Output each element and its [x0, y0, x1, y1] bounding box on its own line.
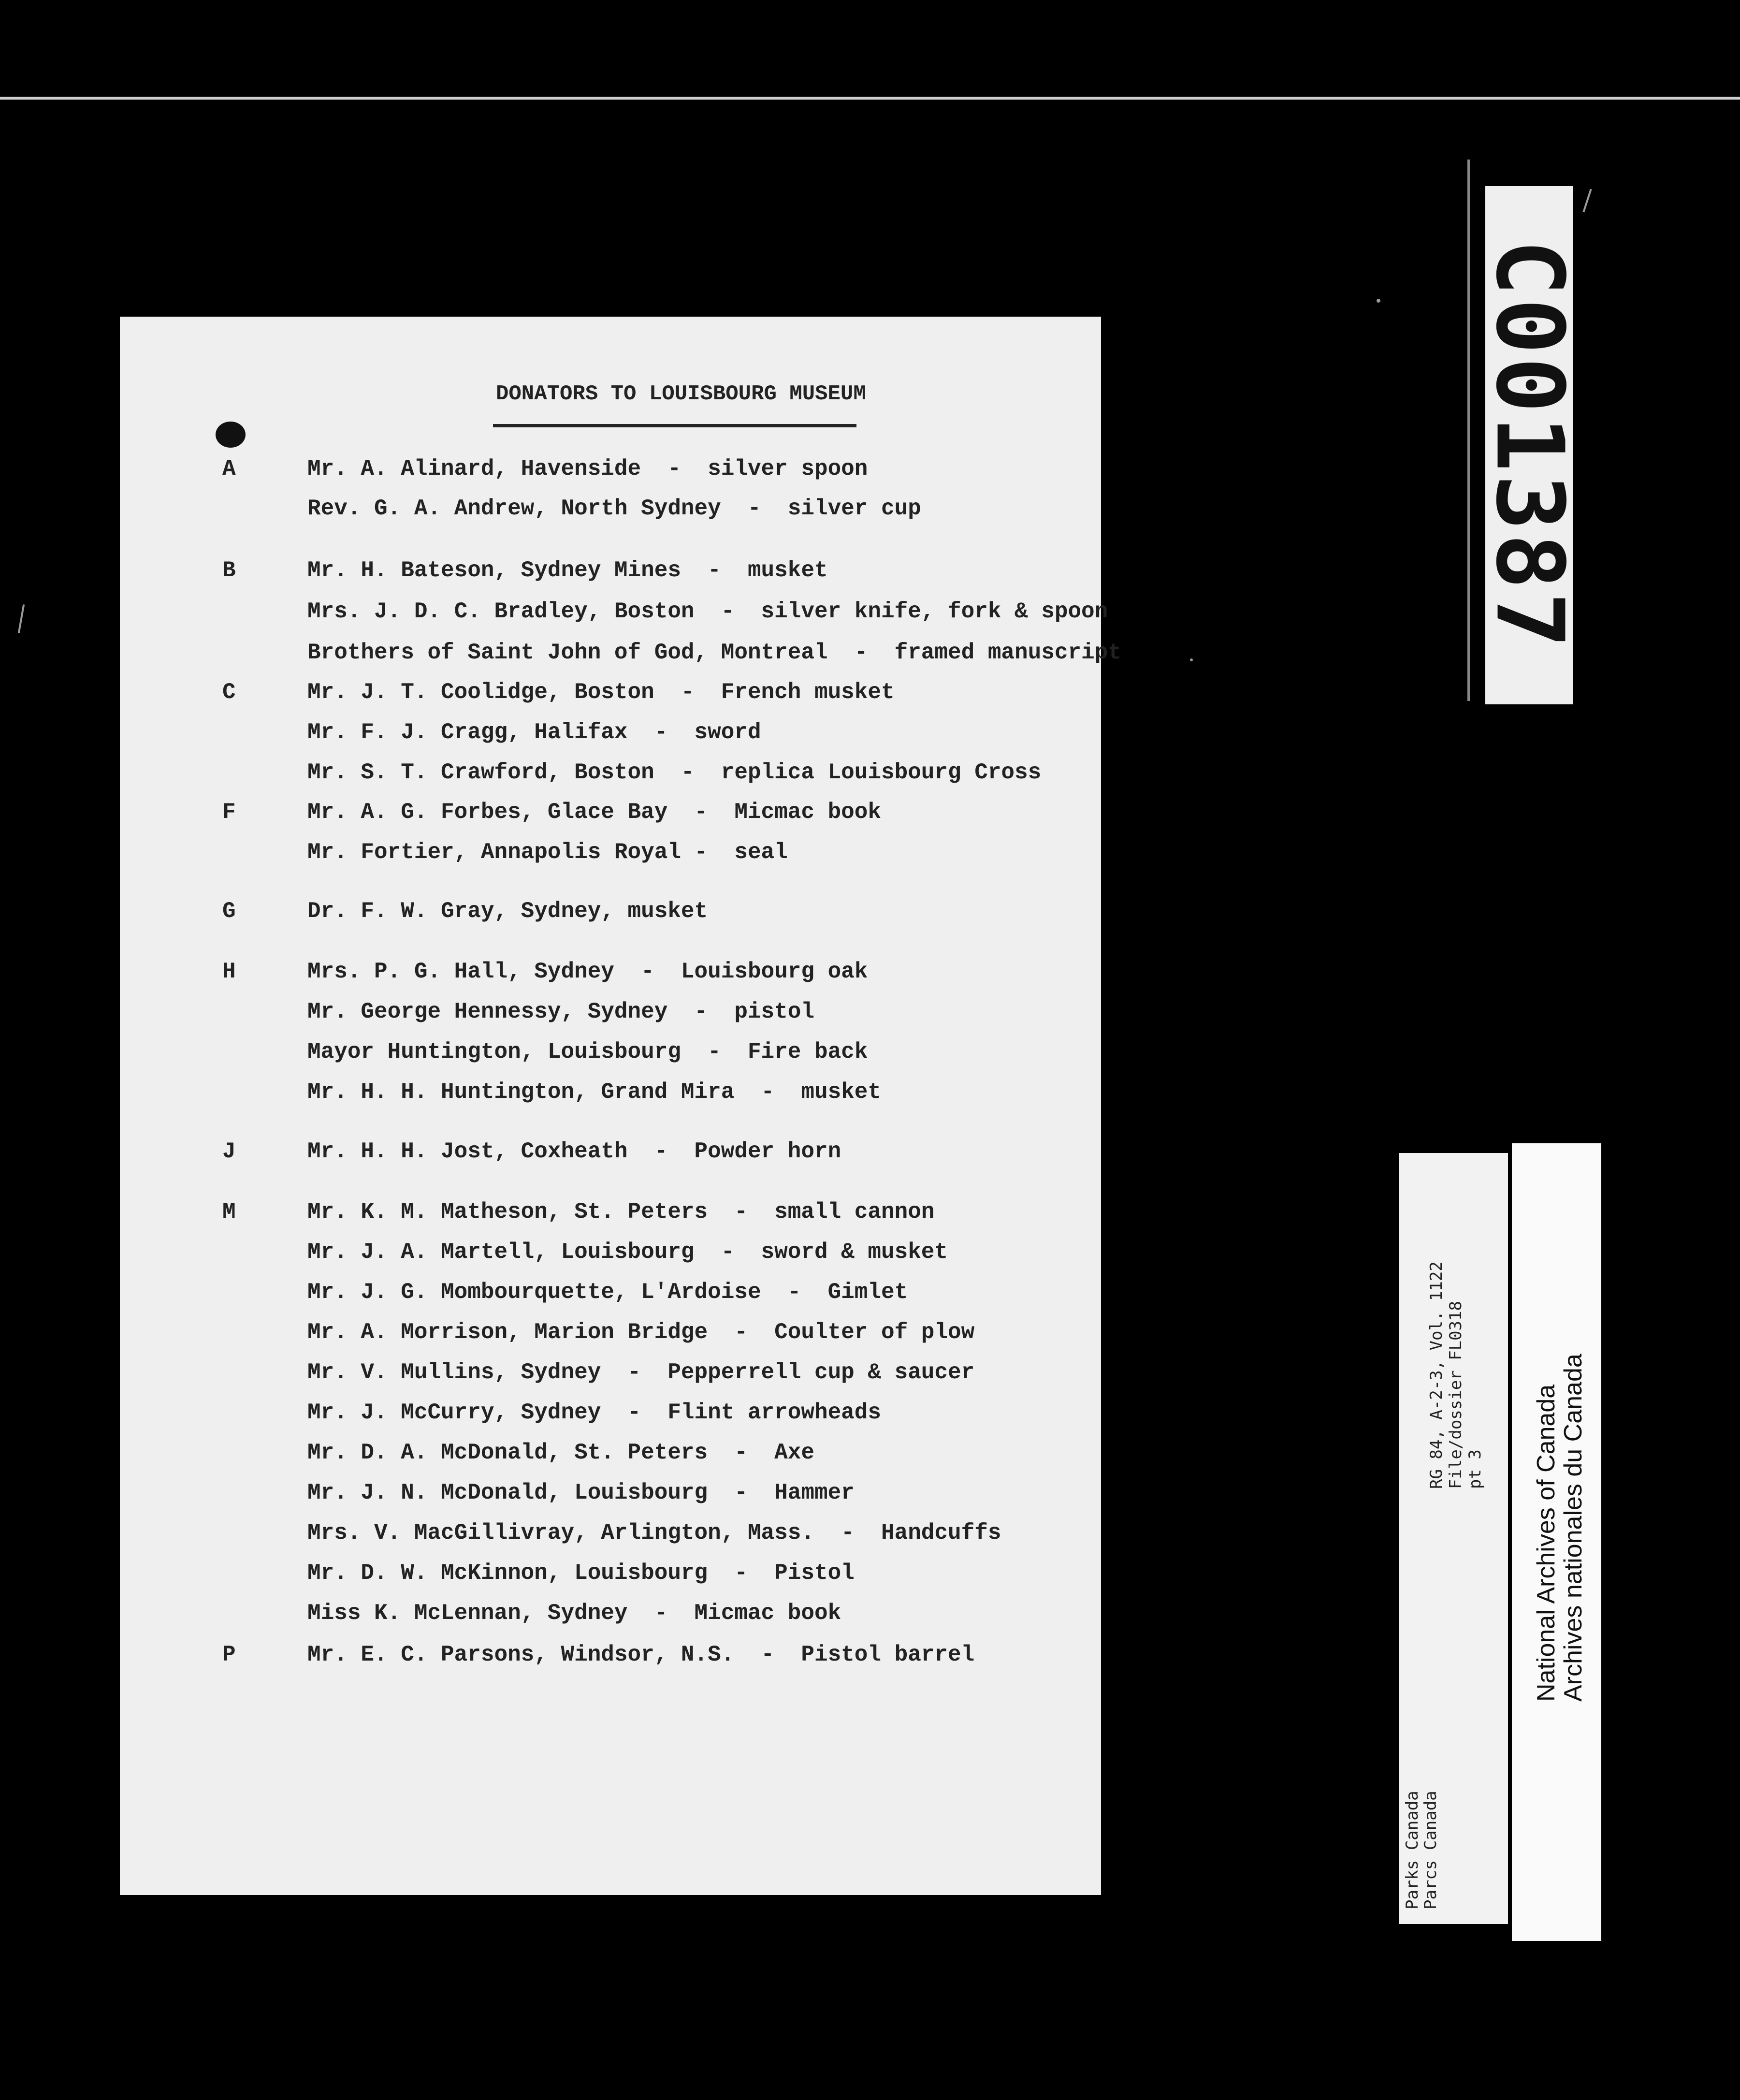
donor-entry: Mayor Huntington, Louisbourg - Fire back: [307, 1039, 868, 1065]
punch-hole: [216, 422, 246, 448]
film-speck: [1582, 189, 1592, 213]
archives-name-fr: Archives nationales du Canada: [1559, 1354, 1587, 1702]
reference-line-2: File/dossier FL0318: [1446, 1301, 1465, 1489]
film-edge-rule: [0, 97, 1740, 100]
donor-entry: Mrs. J. D. C. Bradley, Boston - silver knife, fork & spoon: [307, 599, 1108, 624]
donor-entry: Mr. F. J. Cragg, Halifax - sword: [307, 720, 761, 745]
section-letter: C: [222, 680, 236, 705]
film-speck: [18, 604, 25, 633]
film-speck: [1377, 299, 1380, 303]
donor-entry: Mr. Fortier, Annapolis Royal - seal: [307, 840, 788, 865]
section-letter: F: [222, 800, 236, 825]
donor-entry: Mr. H. H. Huntington, Grand Mira - musket: [307, 1079, 881, 1105]
agency-en: Parks Canada: [1403, 1791, 1422, 1910]
donor-entry: Mr. E. C. Parsons, Windsor, N.S. - Pistol barrel: [307, 1642, 975, 1667]
donor-entry: Mr. K. M. Matheson, St. Peters - small cannon: [307, 1199, 935, 1225]
donor-entry: Mr. A. Morrison, Marion Bridge - Coulter of plow: [307, 1320, 975, 1345]
section-letter: M: [222, 1199, 236, 1225]
section-letter: A: [222, 456, 236, 481]
section-letter: J: [222, 1139, 236, 1164]
donor-entry: Mr. J. G. Mombourquette, L'Ardoise - Gimlet: [307, 1280, 908, 1305]
donor-entry: Mr. H. H. Jost, Coxheath - Powder horn: [307, 1139, 841, 1164]
donor-entry: Mr. J. N. McDonald, Louisbourg - Hammer: [307, 1480, 855, 1505]
donor-entry: Mr. H. Bateson, Sydney Mines - musket: [307, 558, 828, 583]
donor-entry: Mr. D. W. McKinnon, Louisbourg - Pistol: [307, 1560, 855, 1586]
film-speck: [1190, 658, 1193, 661]
donor-entry: Mr. A. Alinard, Havenside - silver spoon: [307, 456, 868, 481]
reference-line-1: RG 84, A-2-3, Vol. 1122: [1427, 1261, 1446, 1489]
microfilm-number-label: [1475, 186, 1583, 704]
microfilm-number: C001387: [1475, 239, 1583, 651]
donor-entry: Mr. D. A. McDonald, St. Peters - Axe: [307, 1440, 814, 1465]
donor-entry: Mr. George Hennessy, Sydney - pistol: [307, 999, 814, 1024]
donor-entry: Mr. J. T. Coolidge, Boston - French musket: [307, 680, 895, 705]
reference-label: [1399, 1153, 1520, 1924]
section-letter: B: [222, 558, 236, 583]
donor-entry: Mr. A. G. Forbes, Glace Bay - Micmac book: [307, 800, 881, 825]
section-letter: G: [222, 899, 236, 924]
reference-line-3: pt 3: [1465, 1449, 1485, 1489]
archives-label: [1508, 1143, 1601, 1941]
title-underline: [493, 424, 856, 427]
donor-entry: Dr. F. W. Gray, Sydney, musket: [307, 899, 708, 924]
donor-entry: Mrs. V. MacGillivray, Arlington, Mass. - Handcuffs: [307, 1520, 1001, 1546]
donor-entry: Mr. J. McCurry, Sydney - Flint arrowheads: [307, 1400, 881, 1425]
document-sheet: [120, 317, 1121, 1895]
section-letter: P: [222, 1642, 236, 1667]
archives-name-en: National Archives of Canada: [1532, 1384, 1560, 1702]
film-edge-side-rule: [1467, 160, 1470, 701]
donor-entry: Mr. J. A. Martell, Louisbourg - sword & musket: [307, 1240, 948, 1265]
donor-entry: Mr. S. T. Crawford, Boston - replica Louisbourg Cross: [307, 760, 1042, 785]
donor-entry: Rev. G. A. Andrew, North Sydney - silver cup: [307, 496, 921, 521]
donor-entry: Miss K. McLennan, Sydney - Micmac book: [307, 1601, 841, 1626]
document-title: DONATORS TO LOUISBOURG MUSEUM: [496, 382, 866, 406]
donor-entry: Brothers of Saint John of God, Montreal - framed manuscript: [307, 640, 1121, 665]
donor-entry: Mrs. P. G. Hall, Sydney - Louisbourg oak: [307, 959, 868, 984]
section-letter: H: [222, 959, 236, 984]
donor-entry: Mr. V. Mullins, Sydney - Pepperrell cup & saucer: [307, 1360, 975, 1385]
agency-fr: Parcs Canada: [1421, 1791, 1440, 1910]
